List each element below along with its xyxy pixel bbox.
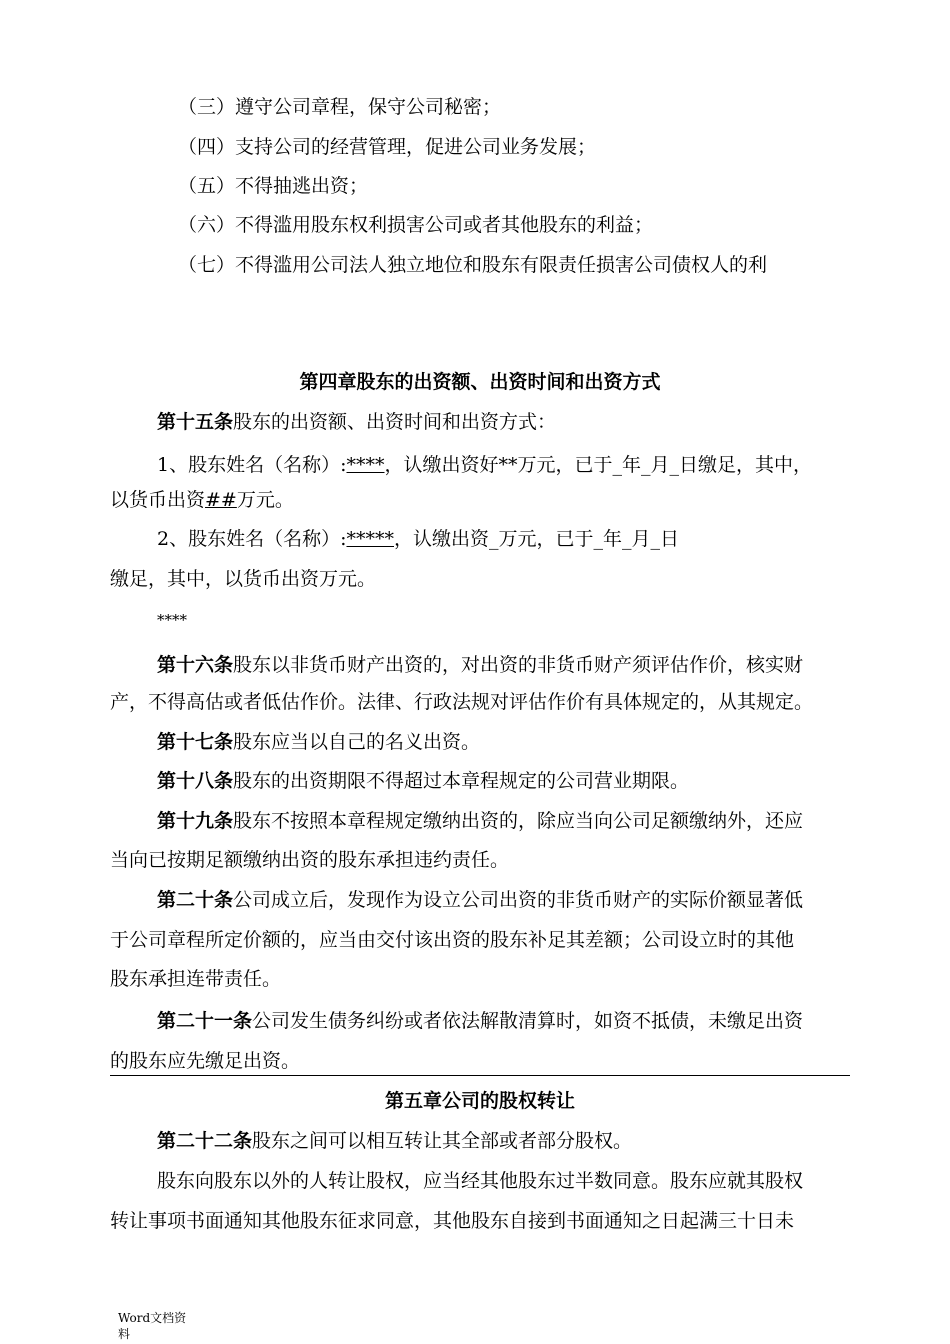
article-20-line-3: 股东承担连带责任。	[110, 968, 282, 990]
shareholder-2-line-2: 缴足，其中，以货币出资万元。	[110, 568, 377, 590]
shareholder-1-cash-prefix: 以货币出资	[110, 489, 206, 511]
transfer-paragraph-line-2: 转让事项书面通知其他股东征求同意，其他股东自接到书面通知之日起满三十日未	[110, 1210, 795, 1232]
article-20-line-2: 于公司章程所定价额的，应当由交付该出资的股东补足其差额；公司设立时的其他	[110, 929, 795, 951]
article-21-line-1	[157, 1009, 803, 1033]
placeholder-stars: ****	[157, 611, 187, 629]
article-21-label: 第二十一条	[157, 1010, 253, 1032]
shareholder-1-detail: ，认缴出资好**万元，已于_年_月_日缴足，其中，	[384, 454, 813, 476]
shareholder-1-cash-amount: ##	[205, 489, 237, 511]
section-divider	[110, 1075, 850, 1076]
list-item-3: （三）遵守公司章程，保守公司秘密；	[178, 96, 502, 118]
article-16-line-1	[157, 653, 803, 677]
shareholder-2-prefix: 2、股东姓名（名称）:	[157, 528, 347, 550]
article-22-label: 第二十二条	[157, 1130, 253, 1152]
article-20-line-1	[157, 888, 803, 912]
list-item-4: （四）支持公司的经营管理，促进公司业务发展；	[178, 136, 597, 158]
shareholder-1-cash-suffix: 万元。	[236, 489, 294, 511]
list-item-6: （六）不得滥用股东权利损害公司或者其他股东的利益；	[178, 214, 654, 236]
article-18-label: 第十八条	[157, 770, 234, 792]
footer-watermark: Word文档资料	[118, 1311, 187, 1341]
article-18	[157, 769, 689, 793]
article-21-text: 公司发生债务纠纷或者依法解散清算时，如资不抵债，未缴足出资	[252, 1010, 804, 1032]
article-19-line-1	[157, 809, 803, 833]
article-16-line-2: 产，不得高估或者低估作价。法律、行政法规对评估作价有具体规定的，从其规定。	[110, 691, 814, 713]
article-17-text: 股东应当以自己的名义出资。	[233, 731, 481, 753]
article-21-line-2: 的股东应先缴足出资。	[110, 1050, 301, 1072]
shareholder-1-line-1	[157, 453, 812, 477]
shareholder-1-name: ****	[346, 454, 385, 476]
article-17	[157, 730, 480, 754]
shareholder-2-line-1	[157, 527, 679, 551]
article-20-text: 公司成立后，发现作为设立公司出资的非货币财产的实际价额显著低	[233, 889, 804, 911]
article-15-text: 股东的出资额、出资时间和出资方式：	[233, 411, 557, 433]
article-16-text: 股东以非货币财产出资的，对出资的非货币财产须评估作价，核实财	[233, 654, 804, 676]
chapter-5-title: 第五章公司的股权转让	[384, 1090, 575, 1112]
article-22-text: 股东之间可以相互转让其全部或者部分股权。	[252, 1130, 633, 1152]
list-item-7: （七）不得滥用公司法人独立地位和股东有限责任损害公司债权人的利	[178, 254, 768, 276]
shareholder-2-name: *****	[346, 528, 394, 550]
article-22	[157, 1129, 632, 1153]
article-16-label: 第十六条	[157, 654, 234, 676]
list-item-5: （五）不得抽逃出资；	[178, 175, 369, 197]
article-17-label: 第十七条	[157, 731, 234, 753]
transfer-paragraph-line-1: 股东向股东以外的人转让股权，应当经其他股东过半数同意。股东应就其股权	[157, 1170, 804, 1192]
shareholder-1-prefix: 1、股东姓名（名称）:	[157, 454, 347, 476]
article-15-label: 第十五条	[157, 411, 234, 433]
article-19-text: 股东不按照本章程规定缴纳出资的，除应当向公司足额缴纳外，还应	[233, 810, 804, 832]
shareholder-2-detail: ，认缴出资_万元，已于_年_月_日	[394, 528, 680, 550]
article-15	[157, 410, 556, 434]
article-20-label: 第二十条	[157, 889, 234, 911]
shareholder-1-line-2	[110, 488, 294, 512]
article-19-label: 第十九条	[157, 810, 234, 832]
article-19-line-2: 当向已按期足额缴纳出资的股东承担违约责任。	[110, 849, 510, 871]
article-18-text: 股东的出资期限不得超过本章程规定的公司营业期限。	[233, 770, 690, 792]
chapter-4-title: 第四章股东的出资额、出资时间和出资方式	[299, 371, 661, 393]
